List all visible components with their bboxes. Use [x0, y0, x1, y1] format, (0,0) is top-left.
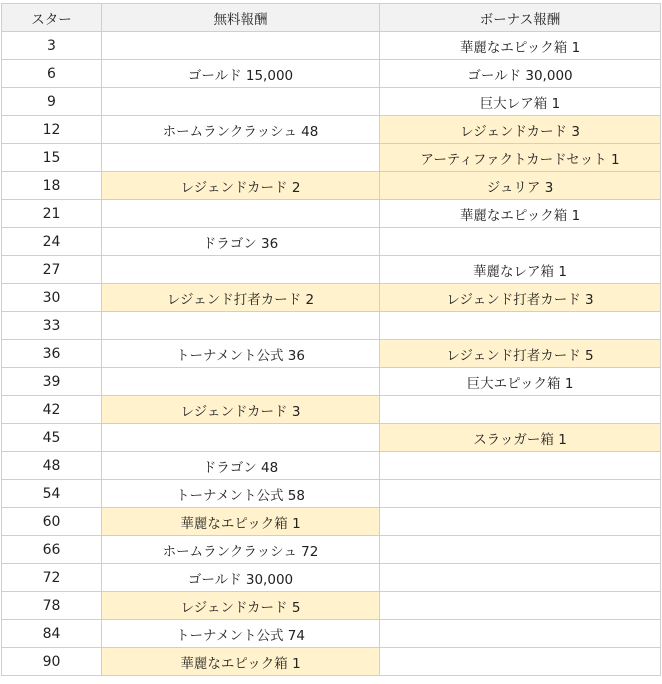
bonus-reward-cell: レジェンドカード 3 [380, 116, 661, 144]
bonus-reward-cell: レジェンド打者カード 5 [380, 340, 661, 368]
free-reward-cell [102, 32, 380, 60]
star-cell: 39 [2, 368, 102, 396]
star-cell: 18 [2, 172, 102, 200]
bonus-reward-cell [380, 228, 661, 256]
free-reward-cell: 華麗なエピック箱 1 [102, 508, 380, 536]
star-cell: 45 [2, 424, 102, 452]
table-row [2, 88, 661, 116]
bonus-reward-cell [380, 452, 661, 480]
bonus-reward-cell [380, 480, 661, 508]
bonus-reward-cell: 巨大エピック箱 1 [380, 368, 661, 396]
star-cell: 72 [2, 564, 102, 592]
star-cell: 33 [2, 312, 102, 340]
star-cell: 60 [2, 508, 102, 536]
table-row [2, 60, 661, 88]
bonus-reward-cell: 華麗なエピック箱 1 [380, 32, 661, 60]
bonus-reward-cell [380, 312, 661, 340]
star-cell: 84 [2, 620, 102, 648]
star-cell: 30 [2, 284, 102, 312]
header-free-reward: 無料報酬 [102, 4, 380, 32]
star-cell: 6 [2, 60, 102, 88]
bonus-reward-cell [380, 648, 661, 676]
table-row [2, 116, 661, 144]
table-row [2, 648, 661, 676]
free-reward-cell: ドラゴン 36 [102, 228, 380, 256]
free-reward-cell: ドラゴン 48 [102, 452, 380, 480]
free-reward-cell: レジェンドカード 5 [102, 592, 380, 620]
free-reward-cell: レジェンドカード 2 [102, 172, 380, 200]
free-reward-cell: トーナメント公式 58 [102, 480, 380, 508]
free-reward-cell: ホームランクラッシュ 72 [102, 536, 380, 564]
bonus-reward-cell [380, 620, 661, 648]
header-bonus-reward: ボーナス報酬 [380, 4, 661, 32]
bonus-reward-cell: スラッガー箱 1 [380, 424, 661, 452]
rewards-table [1, 3, 661, 676]
star-cell: 66 [2, 536, 102, 564]
table-body [2, 32, 661, 676]
table-row [2, 228, 661, 256]
bonus-reward-cell [380, 508, 661, 536]
free-reward-cell: ゴールド 15,000 [102, 60, 380, 88]
bonus-reward-cell: 華麗なエピック箱 1 [380, 200, 661, 228]
star-cell: 48 [2, 452, 102, 480]
table-row [2, 32, 661, 60]
bonus-reward-cell: 華麗なレア箱 1 [380, 256, 661, 284]
star-cell: 15 [2, 144, 102, 172]
free-reward-cell [102, 368, 380, 396]
free-reward-cell: レジェンドカード 3 [102, 396, 380, 424]
free-reward-cell [102, 256, 380, 284]
star-cell: 3 [2, 32, 102, 60]
table-row [2, 284, 661, 312]
star-cell: 9 [2, 88, 102, 116]
free-reward-cell: レジェンド打者カード 2 [102, 284, 380, 312]
free-reward-cell: ホームランクラッシュ 48 [102, 116, 380, 144]
bonus-reward-cell: ジュリア 3 [380, 172, 661, 200]
bonus-reward-cell: 巨大レア箱 1 [380, 88, 661, 116]
free-reward-cell [102, 88, 380, 116]
free-reward-cell [102, 200, 380, 228]
table-row [2, 368, 661, 396]
table-row [2, 340, 661, 368]
bonus-reward-cell [380, 396, 661, 424]
table-row [2, 452, 661, 480]
free-reward-cell [102, 144, 380, 172]
header-star: スター [2, 4, 102, 32]
table-row [2, 480, 661, 508]
bonus-reward-cell: レジェンド打者カード 3 [380, 284, 661, 312]
star-cell: 36 [2, 340, 102, 368]
table-row [2, 424, 661, 452]
bonus-reward-cell: ゴールド 30,000 [380, 60, 661, 88]
table-row [2, 200, 661, 228]
free-reward-cell: トーナメント公式 74 [102, 620, 380, 648]
table-row [2, 592, 661, 620]
table-row [2, 536, 661, 564]
table-row [2, 396, 661, 424]
star-cell: 42 [2, 396, 102, 424]
table-row [2, 312, 661, 340]
table-row [2, 508, 661, 536]
table-row [2, 256, 661, 284]
bonus-reward-cell [380, 564, 661, 592]
star-cell: 78 [2, 592, 102, 620]
star-cell: 90 [2, 648, 102, 676]
star-cell: 27 [2, 256, 102, 284]
free-reward-cell [102, 312, 380, 340]
free-reward-cell [102, 424, 380, 452]
bonus-reward-cell [380, 592, 661, 620]
star-cell: 21 [2, 200, 102, 228]
free-reward-cell: トーナメント公式 36 [102, 340, 380, 368]
bonus-reward-cell [380, 536, 661, 564]
star-cell: 24 [2, 228, 102, 256]
table-row [2, 172, 661, 200]
table-row [2, 144, 661, 172]
table-row [2, 564, 661, 592]
table-row [2, 620, 661, 648]
bonus-reward-cell: アーティファクトカードセット 1 [380, 144, 661, 172]
free-reward-cell: 華麗なエピック箱 1 [102, 648, 380, 676]
star-cell: 12 [2, 116, 102, 144]
header-row [2, 4, 661, 32]
star-cell: 54 [2, 480, 102, 508]
free-reward-cell: ゴールド 30,000 [102, 564, 380, 592]
